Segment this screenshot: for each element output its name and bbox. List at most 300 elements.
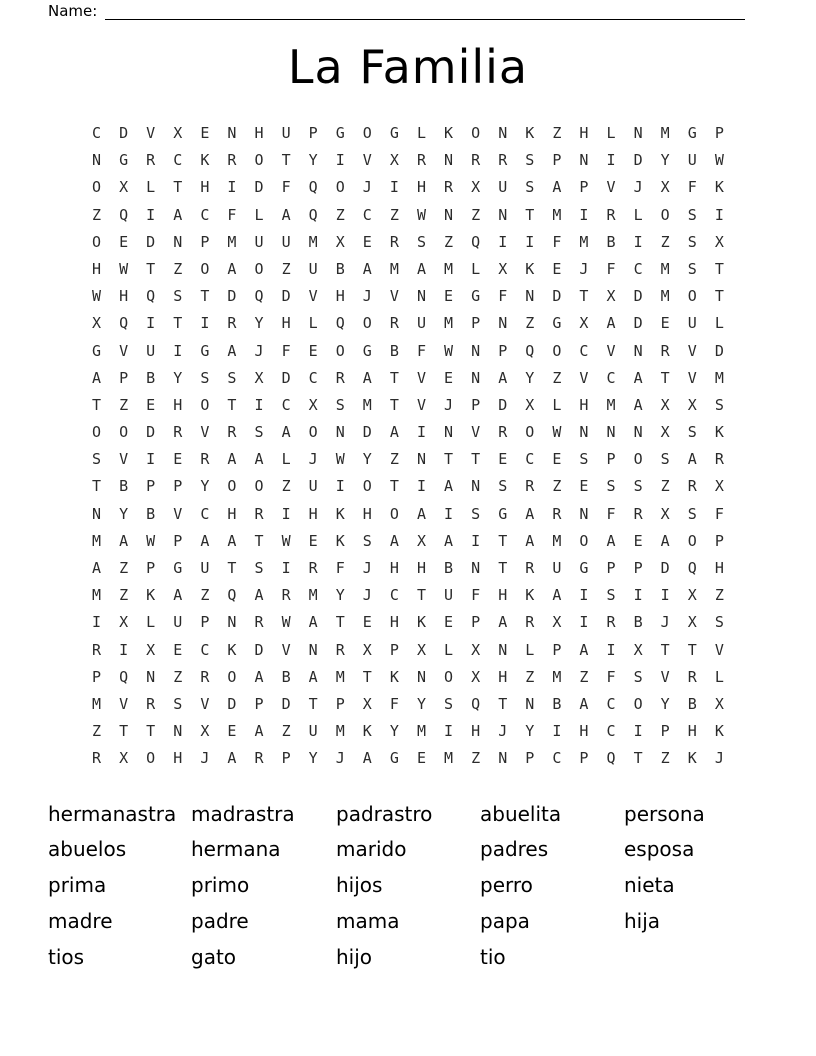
grid-letter[interactable]: E xyxy=(200,124,210,142)
grid-letter[interactable]: X xyxy=(579,314,589,333)
grid-letter[interactable]: K xyxy=(416,613,426,632)
grid-letter[interactable]: S xyxy=(687,504,697,523)
grid-letter[interactable]: S xyxy=(173,694,183,713)
grid-letter[interactable]: D xyxy=(552,287,562,306)
grid-letter[interactable]: U xyxy=(281,232,291,251)
grid-letter[interactable]: M xyxy=(335,667,345,686)
grid-letter[interactable]: H xyxy=(579,722,589,741)
grid-letter[interactable]: X xyxy=(660,504,670,523)
grid-letter[interactable]: A xyxy=(254,586,264,605)
grid-letter[interactable]: I xyxy=(606,151,616,170)
grid-letter[interactable]: T xyxy=(389,395,399,414)
grid-letter[interactable]: T xyxy=(308,694,318,713)
grid-letter[interactable]: A xyxy=(227,450,237,469)
grid-letter[interactable]: H xyxy=(498,586,508,605)
grid-letter[interactable]: L xyxy=(606,124,616,142)
grid-letter[interactable]: A xyxy=(389,423,399,442)
grid-letter[interactable]: V xyxy=(606,341,616,360)
grid-letter[interactable]: T xyxy=(660,368,670,387)
grid-letter[interactable]: U xyxy=(552,559,562,577)
grid-letter[interactable]: M xyxy=(714,368,724,387)
grid-letter[interactable]: V xyxy=(416,395,426,414)
grid-letter[interactable]: I xyxy=(335,151,345,170)
grid-letter[interactable]: Z xyxy=(660,477,670,496)
grid-letter[interactable]: A xyxy=(254,722,264,741)
grid-letter[interactable]: P xyxy=(146,559,156,577)
grid-letter[interactable]: Q xyxy=(687,559,697,577)
grid-letter[interactable]: P xyxy=(471,395,481,414)
grid-letter[interactable]: X xyxy=(633,640,643,659)
grid-letter[interactable]: R xyxy=(498,151,508,170)
grid-letter[interactable]: N xyxy=(579,423,589,442)
grid-letter[interactable]: B xyxy=(389,341,399,360)
grid-letter[interactable]: X xyxy=(687,613,697,632)
grid-letter[interactable]: R xyxy=(173,423,183,442)
grid-letter[interactable]: N xyxy=(416,287,426,306)
grid-letter[interactable]: O xyxy=(687,531,697,550)
grid-letter[interactable]: I xyxy=(119,640,129,659)
grid-letter[interactable]: H xyxy=(254,124,264,142)
grid-letter[interactable]: C xyxy=(552,749,562,768)
grid-letter[interactable]: O xyxy=(254,477,264,496)
grid-letter[interactable]: A xyxy=(281,423,291,442)
grid-letter[interactable]: X xyxy=(335,232,345,251)
grid-letter[interactable]: R xyxy=(606,613,616,632)
grid-letter[interactable]: T xyxy=(92,395,102,414)
grid-letter[interactable]: G xyxy=(552,314,562,333)
grid-letter[interactable]: C xyxy=(281,395,291,414)
grid-letter[interactable]: Z xyxy=(714,586,724,605)
grid-letter[interactable]: S xyxy=(200,368,210,387)
grid-letter[interactable]: N xyxy=(227,124,237,142)
grid-letter[interactable]: Q xyxy=(308,205,318,224)
grid-letter[interactable]: S xyxy=(498,477,508,496)
grid-letter[interactable]: G xyxy=(389,124,399,142)
grid-letter[interactable]: N xyxy=(498,205,508,224)
grid-letter[interactable]: T xyxy=(525,205,535,224)
grid-letter[interactable]: K xyxy=(389,667,399,686)
grid-letter[interactable]: S xyxy=(633,667,643,686)
grid-letter[interactable]: P xyxy=(606,559,616,577)
grid-letter[interactable]: E xyxy=(173,640,183,659)
grid-letter[interactable]: A xyxy=(227,259,237,278)
grid-letter[interactable]: H xyxy=(416,559,426,577)
grid-letter[interactable]: X xyxy=(254,368,264,387)
grid-letter[interactable]: Z xyxy=(92,722,102,741)
grid-letter[interactable]: F xyxy=(687,178,697,197)
grid-letter[interactable]: T xyxy=(173,178,183,197)
grid-letter[interactable]: S xyxy=(687,259,697,278)
grid-letter[interactable]: A xyxy=(254,450,264,469)
grid-letter[interactable]: K xyxy=(714,423,724,442)
grid-letter[interactable]: H xyxy=(498,667,508,686)
grid-letter[interactable]: L xyxy=(444,640,454,659)
grid-letter[interactable]: R xyxy=(525,613,535,632)
grid-letter[interactable]: E xyxy=(660,314,670,333)
grid-letter[interactable]: X xyxy=(119,749,129,768)
grid-letter[interactable]: A xyxy=(92,368,102,387)
grid-letter[interactable]: B xyxy=(687,694,697,713)
grid-letter[interactable]: J xyxy=(633,178,643,197)
grid-letter[interactable]: Y xyxy=(173,368,183,387)
grid-letter[interactable]: A xyxy=(254,667,264,686)
grid-letter[interactable]: E xyxy=(579,477,589,496)
grid-letter[interactable]: A xyxy=(308,667,318,686)
grid-letter[interactable]: X xyxy=(714,477,724,496)
grid-letter[interactable]: N xyxy=(471,559,481,577)
grid-letter[interactable]: N xyxy=(146,667,156,686)
grid-letter[interactable]: X xyxy=(498,259,508,278)
grid-letter[interactable]: M xyxy=(552,205,562,224)
grid-letter[interactable]: O xyxy=(362,124,372,142)
grid-letter[interactable]: C xyxy=(92,124,102,142)
grid-letter[interactable]: M xyxy=(308,232,318,251)
grid-letter[interactable]: X xyxy=(308,395,318,414)
grid-letter[interactable]: X xyxy=(687,586,697,605)
grid-letter[interactable]: N xyxy=(498,640,508,659)
grid-letter[interactable]: H xyxy=(119,287,129,306)
grid-letter[interactable]: A xyxy=(308,613,318,632)
grid-letter[interactable]: T xyxy=(254,531,264,550)
grid-letter[interactable]: N xyxy=(579,504,589,523)
grid-letter[interactable]: I xyxy=(579,586,589,605)
grid-letter[interactable]: Q xyxy=(254,287,264,306)
grid-letter[interactable]: R xyxy=(633,504,643,523)
grid-letter[interactable]: H xyxy=(335,287,345,306)
grid-letter[interactable]: A xyxy=(173,205,183,224)
grid-letter[interactable]: O xyxy=(200,259,210,278)
grid-letter[interactable]: T xyxy=(444,450,454,469)
grid-letter[interactable]: C xyxy=(173,151,183,170)
grid-letter[interactable]: Q xyxy=(471,232,481,251)
grid-letter[interactable]: W xyxy=(281,531,291,550)
grid-letter[interactable]: S xyxy=(687,205,697,224)
grid-letter[interactable]: M xyxy=(92,531,102,550)
grid-letter[interactable]: I xyxy=(444,504,454,523)
grid-letter[interactable]: S xyxy=(525,178,535,197)
grid-letter[interactable]: Z xyxy=(119,586,129,605)
grid-letter[interactable]: I xyxy=(227,178,237,197)
grid-letter[interactable]: M xyxy=(416,722,426,741)
grid-letter[interactable]: Y xyxy=(525,722,535,741)
grid-letter[interactable]: C xyxy=(633,259,643,278)
grid-letter[interactable]: R xyxy=(146,694,156,713)
grid-letter[interactable]: K xyxy=(525,124,535,142)
grid-letter[interactable]: Z xyxy=(552,477,562,496)
grid-letter[interactable]: V xyxy=(687,341,697,360)
grid-letter[interactable]: F xyxy=(552,232,562,251)
grid-letter[interactable]: U xyxy=(444,586,454,605)
grid-letter[interactable]: V xyxy=(281,640,291,659)
grid-letter[interactable]: M xyxy=(660,259,670,278)
grid-letter[interactable]: O xyxy=(146,749,156,768)
grid-letter[interactable]: X xyxy=(660,178,670,197)
grid-letter[interactable]: S xyxy=(633,477,643,496)
grid-letter[interactable]: Z xyxy=(389,205,399,224)
grid-letter[interactable]: Y xyxy=(308,151,318,170)
grid-letter[interactable]: U xyxy=(308,722,318,741)
grid-letter[interactable]: J xyxy=(362,586,372,605)
grid-letter[interactable]: Z xyxy=(335,205,345,224)
grid-letter[interactable]: I xyxy=(552,722,562,741)
grid-letter[interactable]: A xyxy=(633,368,643,387)
grid-letter[interactable]: H xyxy=(200,178,210,197)
grid-letter[interactable]: Q xyxy=(335,314,345,333)
grid-letter[interactable]: U xyxy=(173,613,183,632)
grid-letter[interactable]: I xyxy=(92,613,102,632)
grid-letter[interactable]: I xyxy=(525,232,535,251)
grid-letter[interactable]: T xyxy=(146,722,156,741)
grid-letter[interactable]: R xyxy=(308,559,318,577)
grid-letter[interactable]: T xyxy=(660,640,670,659)
grid-letter[interactable]: M xyxy=(227,232,237,251)
grid-letter[interactable]: D xyxy=(119,124,129,142)
grid-letter[interactable]: P xyxy=(525,749,535,768)
grid-letter[interactable]: Q xyxy=(525,341,535,360)
grid-letter[interactable]: P xyxy=(660,722,670,741)
grid-letter[interactable]: A xyxy=(281,205,291,224)
grid-letter[interactable]: N xyxy=(633,341,643,360)
grid-letter[interactable]: T xyxy=(362,667,372,686)
grid-letter[interactable]: R xyxy=(525,477,535,496)
grid-letter[interactable]: R xyxy=(254,504,264,523)
grid-letter[interactable]: J xyxy=(444,395,454,414)
grid-letter[interactable]: Q xyxy=(227,586,237,605)
grid-letter[interactable]: P xyxy=(552,151,562,170)
grid-letter[interactable]: P xyxy=(606,450,616,469)
grid-letter[interactable]: Y xyxy=(389,722,399,741)
grid-letter[interactable]: F xyxy=(389,694,399,713)
grid-letter[interactable]: O xyxy=(471,124,481,142)
grid-letter[interactable]: D xyxy=(281,287,291,306)
grid-letter[interactable]: Z xyxy=(281,259,291,278)
grid-letter[interactable]: I xyxy=(633,232,643,251)
grid-letter[interactable]: N xyxy=(444,151,454,170)
grid-letter[interactable]: Y xyxy=(254,314,264,333)
grid-letter[interactable]: A xyxy=(173,586,183,605)
grid-letter[interactable]: P xyxy=(173,477,183,496)
grid-letter[interactable]: N xyxy=(416,450,426,469)
grid-letter[interactable]: O xyxy=(660,205,670,224)
grid-letter[interactable]: P xyxy=(308,124,318,142)
grid-letter[interactable]: M xyxy=(92,694,102,713)
grid-letter[interactable]: J xyxy=(362,287,372,306)
grid-letter[interactable]: V xyxy=(308,287,318,306)
grid-letter[interactable]: W xyxy=(92,287,102,306)
grid-letter[interactable]: P xyxy=(471,613,481,632)
name-fill-line[interactable] xyxy=(105,4,745,20)
grid-letter[interactable]: R xyxy=(227,314,237,333)
grid-letter[interactable]: T xyxy=(92,477,102,496)
grid-letter[interactable]: R xyxy=(200,450,210,469)
grid-letter[interactable]: Y xyxy=(308,749,318,768)
grid-letter[interactable]: E xyxy=(444,613,454,632)
grid-letter[interactable]: M xyxy=(579,232,589,251)
grid-letter[interactable]: C xyxy=(579,341,589,360)
grid-letter[interactable]: S xyxy=(579,450,589,469)
grid-letter[interactable]: O xyxy=(335,341,345,360)
grid-letter[interactable]: R xyxy=(525,559,535,577)
grid-letter[interactable]: O xyxy=(525,423,535,442)
grid-letter[interactable]: A xyxy=(362,368,372,387)
grid-letter[interactable]: N xyxy=(471,368,481,387)
grid-letter[interactable]: D xyxy=(660,559,670,577)
grid-letter[interactable]: R xyxy=(254,613,264,632)
grid-letter[interactable]: C xyxy=(606,368,616,387)
grid-letter[interactable]: R xyxy=(389,232,399,251)
grid-letter[interactable]: Z xyxy=(119,559,129,577)
grid-letter[interactable]: B xyxy=(119,477,129,496)
grid-letter[interactable]: H xyxy=(389,613,399,632)
grid-letter[interactable]: O xyxy=(254,259,264,278)
grid-letter[interactable]: Z xyxy=(525,314,535,333)
grid-letter[interactable]: A xyxy=(227,531,237,550)
grid-letter[interactable]: O xyxy=(92,178,102,197)
grid-letter[interactable]: D xyxy=(254,640,264,659)
grid-letter[interactable]: Y xyxy=(200,477,210,496)
grid-letter[interactable]: N xyxy=(444,205,454,224)
grid-letter[interactable]: V xyxy=(471,423,481,442)
grid-letter[interactable]: A xyxy=(227,341,237,360)
grid-letter[interactable]: V xyxy=(714,640,724,659)
grid-letter[interactable]: C xyxy=(200,205,210,224)
grid-letter[interactable]: P xyxy=(335,694,345,713)
grid-letter[interactable]: P xyxy=(281,749,291,768)
grid-letter[interactable]: M xyxy=(660,124,670,142)
grid-letter[interactable]: O xyxy=(227,667,237,686)
grid-letter[interactable]: O xyxy=(362,314,372,333)
grid-letter[interactable]: C xyxy=(389,586,399,605)
grid-letter[interactable]: E xyxy=(416,749,426,768)
grid-letter[interactable]: S xyxy=(92,450,102,469)
grid-letter[interactable]: G xyxy=(119,151,129,170)
grid-letter[interactable]: A xyxy=(444,477,454,496)
grid-letter[interactable]: Y xyxy=(660,151,670,170)
grid-letter[interactable]: Q xyxy=(119,667,129,686)
grid-letter[interactable]: X xyxy=(389,151,399,170)
grid-letter[interactable]: A xyxy=(444,531,454,550)
grid-letter[interactable]: C xyxy=(525,450,535,469)
grid-letter[interactable]: U xyxy=(308,259,318,278)
grid-letter[interactable]: I xyxy=(173,341,183,360)
grid-letter[interactable]: E xyxy=(308,341,318,360)
grid-letter[interactable]: I xyxy=(416,423,426,442)
grid-letter[interactable]: I xyxy=(281,504,291,523)
grid-letter[interactable]: N xyxy=(308,640,318,659)
grid-letter[interactable]: F xyxy=(606,259,616,278)
grid-letter[interactable]: S xyxy=(362,531,372,550)
grid-letter[interactable]: H xyxy=(416,178,426,197)
grid-letter[interactable]: E xyxy=(173,450,183,469)
grid-letter[interactable]: A xyxy=(552,586,562,605)
grid-letter[interactable]: A xyxy=(606,531,616,550)
grid-letter[interactable]: R xyxy=(471,151,481,170)
grid-letter[interactable]: O xyxy=(633,450,643,469)
grid-letter[interactable]: T xyxy=(471,450,481,469)
grid-letter[interactable]: I xyxy=(254,395,264,414)
grid-letter[interactable]: S xyxy=(687,232,697,251)
grid-letter[interactable]: J xyxy=(498,722,508,741)
grid-letter[interactable]: L xyxy=(714,667,724,686)
grid-letter[interactable]: A xyxy=(660,531,670,550)
grid-letter[interactable]: T xyxy=(281,151,291,170)
grid-letter[interactable]: X xyxy=(362,640,372,659)
grid-letter[interactable]: N xyxy=(498,124,508,142)
grid-letter[interactable]: J xyxy=(362,559,372,577)
grid-letter[interactable]: U xyxy=(254,232,264,251)
grid-letter[interactable]: V xyxy=(687,368,697,387)
grid-letter[interactable]: N xyxy=(498,749,508,768)
grid-letter[interactable]: X xyxy=(471,640,481,659)
grid-letter[interactable]: Z xyxy=(552,368,562,387)
grid-letter[interactable]: D xyxy=(633,314,643,333)
grid-letter[interactable]: D xyxy=(714,341,724,360)
grid-letter[interactable]: S xyxy=(471,504,481,523)
grid-letter[interactable]: V xyxy=(416,368,426,387)
grid-letter[interactable]: B xyxy=(633,613,643,632)
grid-letter[interactable]: M xyxy=(660,287,670,306)
grid-letter[interactable]: O xyxy=(227,477,237,496)
grid-letter[interactable]: V xyxy=(173,504,183,523)
grid-letter[interactable]: U xyxy=(416,314,426,333)
grid-letter[interactable]: F xyxy=(335,559,345,577)
grid-letter[interactable]: I xyxy=(444,722,454,741)
grid-letter[interactable]: I xyxy=(281,559,291,577)
grid-letter[interactable]: X xyxy=(119,178,129,197)
grid-letter[interactable]: S xyxy=(335,395,345,414)
grid-letter[interactable]: E xyxy=(146,395,156,414)
grid-letter[interactable]: X xyxy=(660,423,670,442)
grid-letter[interactable]: C xyxy=(606,722,616,741)
grid-letter[interactable]: O xyxy=(579,531,589,550)
grid-letter[interactable]: J xyxy=(254,341,264,360)
grid-letter[interactable]: G xyxy=(335,124,345,142)
grid-letter[interactable]: D xyxy=(498,395,508,414)
grid-letter[interactable]: P xyxy=(633,559,643,577)
grid-letter[interactable]: L xyxy=(416,124,426,142)
grid-letter[interactable]: R xyxy=(660,341,670,360)
grid-letter[interactable]: R xyxy=(687,667,697,686)
grid-letter[interactable]: U xyxy=(687,314,697,333)
grid-letter[interactable]: I xyxy=(200,314,210,333)
grid-letter[interactable]: E xyxy=(444,287,454,306)
grid-letter[interactable]: P xyxy=(92,667,102,686)
grid-letter[interactable]: Z xyxy=(471,749,481,768)
grid-letter[interactable]: A xyxy=(92,559,102,577)
grid-letter[interactable]: A xyxy=(525,531,535,550)
grid-letter[interactable]: L xyxy=(714,314,724,333)
grid-letter[interactable]: I xyxy=(660,586,670,605)
grid-letter[interactable]: K xyxy=(525,259,535,278)
grid-letter[interactable]: I xyxy=(579,613,589,632)
grid-letter[interactable]: F xyxy=(498,287,508,306)
grid-letter[interactable]: D xyxy=(146,232,156,251)
grid-letter[interactable]: E xyxy=(633,531,643,550)
grid-letter[interactable]: R xyxy=(335,640,345,659)
grid-letter[interactable]: B xyxy=(444,559,454,577)
grid-letter[interactable]: A xyxy=(687,450,697,469)
grid-letter[interactable]: T xyxy=(579,287,589,306)
grid-letter[interactable]: F xyxy=(281,341,291,360)
grid-letter[interactable]: B xyxy=(281,667,291,686)
grid-letter[interactable]: E xyxy=(308,531,318,550)
grid-letter[interactable]: Y xyxy=(362,450,372,469)
grid-letter[interactable]: I xyxy=(714,205,724,224)
grid-letter[interactable]: V xyxy=(146,124,156,142)
grid-letter[interactable]: O xyxy=(92,232,102,251)
grid-letter[interactable]: N xyxy=(173,722,183,741)
grid-letter[interactable]: R xyxy=(92,749,102,768)
